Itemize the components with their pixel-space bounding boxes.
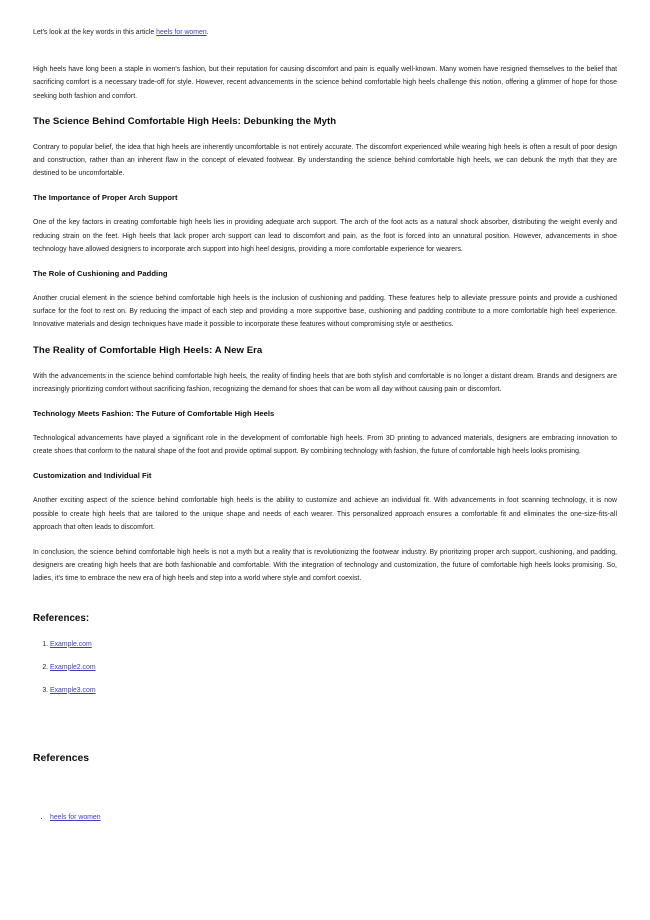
intro-line [33, 26, 617, 39]
document-content [33, 26, 617, 823]
list-item [50, 685, 617, 696]
section-paragraph-arch-support: One of the key factors in creating comfortable high heels lies in providing adequate arch support. The arch of the foot acts as a natural shock absorber, distributing the weight evenly and reducing strain on the feet. High heels that lack proper arch support can lead to discomfort and pain, as the foot is forced into an unnatural position. However, advancements in shoe technology have allowed designers to incorporate arch support into high heel designs, providing a more comfortable experience for wearers. [33, 219, 617, 253]
section-paragraph-technology-meets-fashion: Technological advancements have played a significant role in the development of comfortable high heels. From 3D printing to advanced materials, designers are embracing innovation to create shoes that conform to the natural shape of the foot and provide optimal support. By combining technology with fashion, the future of comfortable high heels looks promising. [33, 435, 617, 456]
section-paragraph-cushioning-padding: Another crucial element in the science behind comfortable high heels is the inclusion of cushioning and padding. These features help to alleviate pressure points and provide a cushioned surface for the foot to rest on. By reducing the impact of each step and providing a more supportive base, cushioning and padding contribute to a more comfortable high heel experience. Innovative materials and design techniques have made it possible to incorporate these features without compromising style or aesthetics. [33, 295, 617, 329]
section-heading-technology-meets-fashion: Technology Meets Fashion: The Future of Comfortable High Heels [33, 409, 275, 419]
list-item [50, 662, 617, 673]
section-paragraph-new-era: With the advancements in the science behind comfortable high heels, the reality of finding heels that are both stylish and comfortable is no longer a distant dream. Brands and designers are increasingly prioritizing comfort without sacrificing fashion, recognizing the demand for shoes that can be worn all day without causing pain or discomfort. [33, 372, 617, 393]
references-heading: References: [33, 612, 90, 624]
intro-prefix: Let's look at the key words in this article [33, 29, 157, 36]
section-heading-science-behind: The Science Behind Comfortable High Heels: Debunking the Myth [33, 115, 337, 127]
section-heading-arch-support: The Importance of Proper Arch Support [33, 193, 178, 203]
intro-suffix: . [206, 29, 209, 36]
section-heading-cushioning-padding: The Role of Cushioning and Padding [33, 269, 168, 279]
section-paragraph-customization: Another exciting aspect of the science behind comfortable high heels is the ability to customize and achieve an individual fit. With advancements in foot scanning technology, it is now possible to create high heels that are tailored to the unique shape and needs of each wearer. This personalized approach ensures a comfortable fit and eliminates the one-size-fits-all approach that often leads to discomfort. [33, 497, 617, 531]
conclusion-paragraph: In conclusion, the science behind comfortable high heels is not a myth but a reality that is revolutionizing the footwear industry. By prioritizing proper arch support, cushioning, and padding, designers are creating high heels that are both fashionable and comfortable. With the integration of technology and customization, the future of comfortable high heels looks promising. So, ladies, it's time to embrace the new era of high heels and step into a world where style and comfort coexist. [33, 549, 617, 583]
reference-link-2[interactable]: Example2.com [50, 663, 96, 671]
references-list [33, 639, 617, 696]
reference-bullet-list [33, 812, 617, 823]
list-item [50, 639, 617, 650]
section-heading-customization: Customization and Individual Fit [33, 471, 152, 481]
reference-bullet-link-heels-for-women[interactable]: heels for women [50, 813, 101, 821]
keyword-link-heels-for-women[interactable]: heels for women [156, 29, 207, 36]
opening-paragraph: High heels have long been a staple in women's fashion, but their reputation for causing discomfort and pain is equally well-known. Many women have resigned themselves to the belief that sacrificing comfort is a necessary trade-off for style. However, recent advancements in the science behind comfortable high heels challenge this notion, offering a glimmer of hope for those seeking both fashion and comfort. [33, 66, 617, 100]
reference-link-3[interactable]: Example3.com [50, 686, 96, 694]
reference-link-1[interactable]: Example.com [50, 640, 92, 648]
section-paragraph-science-behind: Contrary to popular belief, the idea that high heels are inherently uncomfortable is not entirely accurate. The discomfort experienced while wearing high heels is often a result of poor design and construction, rather than an inherent flaw in the concept of elevated footwear. By understanding the science behind comfortable high heels, we can debunk the myth that they are destined to be uncomfortable. [33, 143, 617, 178]
references-heading-secondary: References [33, 752, 90, 764]
section-heading-new-era: The Reality of Comfortable High Heels: A New Era [33, 344, 263, 356]
list-item [50, 812, 617, 823]
